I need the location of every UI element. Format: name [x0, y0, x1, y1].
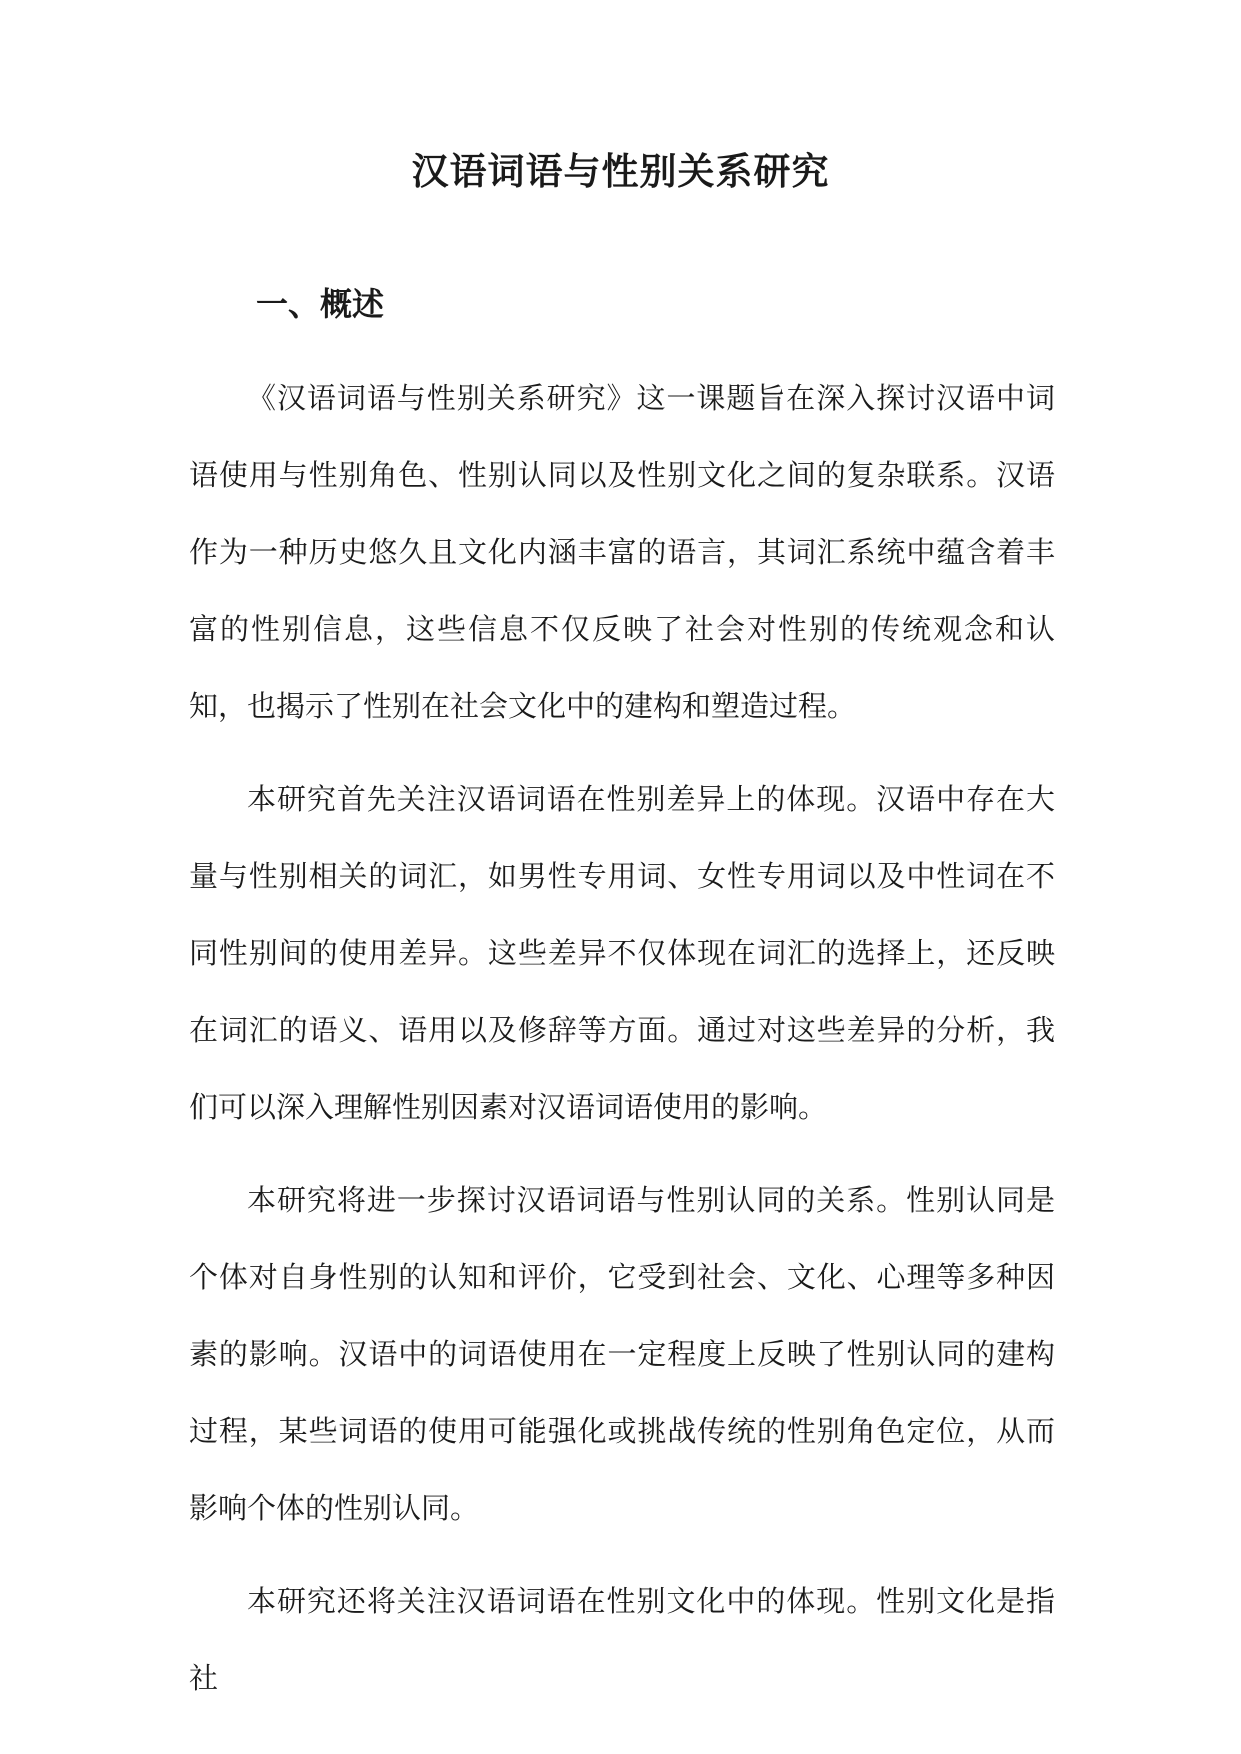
section-heading: 一、概述 — [256, 285, 385, 323]
paragraph: 本研究还将关注汉语词语在性别文化中的体现。性别文化是指社 — [189, 1584, 1055, 1695]
paragraph: 《汉语词语与性别关系研究》这一课题旨在深入探讨汉语中词语使用与性别角色、性别认同以及性别文化之间的复杂联系。汉语作为一种历史悠久且文化内涵丰富的语言，其词汇系统中蕴含着丰富的性别信息，这些信息不仅反映了社会对性别的传统观念和认知，也揭示了性别在社会文化中的建构和塑造过程。 — [189, 381, 1055, 723]
paragraph: 本研究将进一步探讨汉语词语与性别认同的关系。性别认同是个体对自身性别的认知和评价，它受到社会、文化、心理等多种因素的影响。汉语中的词语使用在一定程度上反映了性别认同的建构过程，某些词语的使用可能强化或挑战传统的性别角色定位，从而影响个体的性别认同。 — [189, 1183, 1055, 1525]
document-title: 汉语词语与性别关系研究 — [411, 149, 830, 193]
paragraph: 本研究首先关注汉语词语在性别差异上的体现。汉语中存在大量与性别相关的词汇，如男性专用词、女性专用词以及中性词在不同性别间的使用差异。这些差异不仅体现在词汇的选择上，还反映在词汇的语义、语用以及修辞等方面。通过对这些差异的分析，我们可以深入理解性别因素对汉语词语使用的影响。 — [189, 782, 1055, 1124]
body-text — [189, 360, 1055, 1733]
